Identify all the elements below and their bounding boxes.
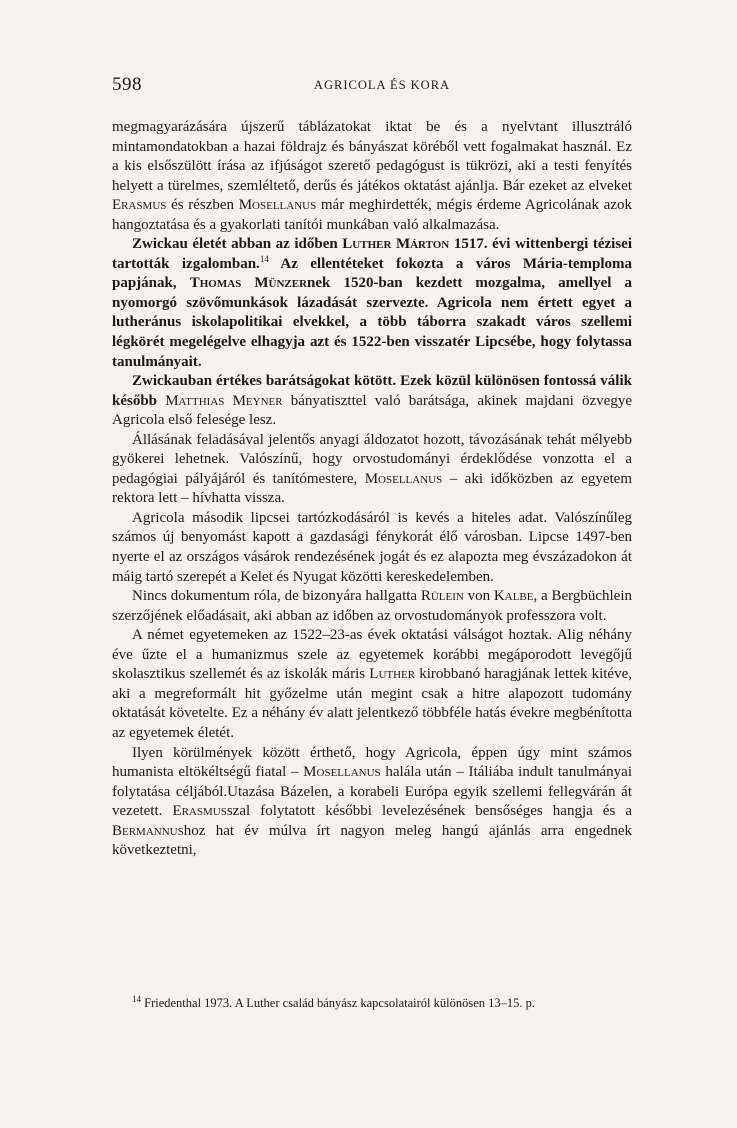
name-kalbe: Kalbe [493, 588, 534, 605]
paragraph-7 [112, 626, 632, 743]
name-matthias-meyner: Matthias Meyner [165, 392, 283, 409]
body-text [112, 118, 632, 861]
text-run: Zwickau életét abban az időben [132, 236, 343, 253]
text-run: Ilyen körülmények között érthető, hogy Agricola, éppen úgy mint számos humanista eltökéltségű fiatal – [112, 744, 632, 781]
text-run: Nincs dokumentum róla, de bizonyára hallgatta [132, 588, 421, 605]
footnote-number: 14 [132, 993, 141, 1004]
text-run: Az ellentéteket fokozta a város Mária-temploma papjának, [112, 255, 632, 292]
paragraph-1 [112, 118, 632, 235]
footnote [112, 995, 632, 1011]
name-luther: Luther [369, 666, 416, 683]
text-run: már meghirdették, mégis érdeme Agricolának azok hangoztatása és a gyakorlati tanítói munkában való alkalmazása. [112, 197, 632, 233]
name-mosellanus: Mosellanus [303, 764, 381, 781]
text-run: megmagyarázására újszerű táblázatokat iktat be és a nyelvtant illusztráló mintamondatokban a hazai földrajz és bányászat köréből vett fogalmakat használ. Ez a kis elsőszülött írása az ifjúságot szerető pedagógust is tükrözi, aki a testi fenyítés helyett a türelmes, szemléltető, derűs és játékos oktatást ajánlja. Bár ezeket az elveket [112, 119, 632, 194]
paragraph-6 [112, 587, 632, 626]
name-bermannus: Bermannus [112, 822, 184, 839]
page-header [112, 74, 632, 94]
text-run: Agricola második lipcsei tartózkodásáról is kevés a hiteles adat. Valószínűleg számos új benyomást kapott a gazdasági fénykorát élő városban. Lipcse 1497-ben nyerte el az országos vásárok rendezésének jogát és ez alapozta meg évszázadokon át máig tartó szerepét a Kelet és Nyugat közötti kereskedelemben. [112, 509, 632, 585]
name-thomas-muenzer: Thomas Münzer [189, 275, 308, 292]
text-run: 1517. évi wittenbergi tézisei tartották izgalomban. [112, 236, 633, 272]
name-mosellanus: Mosellanus [238, 197, 317, 214]
text-run: és részben [166, 197, 239, 214]
paragraph-3 [112, 372, 632, 431]
name-erasmus: Erasmus [172, 803, 227, 820]
text-run: Állásának feladásával jelentős anyagi áldozatot hozott, távozásának tehát mélyebb gyökerei lehetnek. Valószínű, hogy orvostudományi érdeklődése vonzotta el a pedagógiai pályájáról és tanítómestere, [112, 431, 632, 487]
paragraph-5 [112, 509, 632, 587]
text-run: von [463, 588, 494, 605]
name-erasmus: Erasmus [112, 197, 167, 214]
paragraph-2 [112, 235, 632, 372]
name-luther-marton: Luther Márton [342, 236, 450, 253]
text-run: hoz hat év múlva írt nagyon meleg hangú ajánlás arra engednek következtetni, [112, 822, 632, 859]
text-run: nek 1520-ban kezdett mozgalma, amellyel a nyomorgó szövőmunkások lázadását szervezte. Agricola nem értett egyet a lutheránus iskolapolitikai elvekkel, a több táborra szakadt város szellemi légkörét megelégelve elhagyja azt és 1522-ben visszatér Lipcsébe, hogy folytassa tanulmányait. [112, 275, 632, 370]
text-run: A német egyetemeken az 1522–23-as évek oktatási válságot hoztak. Alig néhány éve űzte el a humanizmus szele az egyetemek korábbi megáporodott levegőjű skolasztikus szellemét és az iskolák máris [112, 627, 632, 683]
text-run: halála után – Itáliába indult tanulmányai folytatása céljából.Utazása Bázelen, a korabeli Európa egyik szellemi fellegvárán át vezetett. [112, 764, 633, 820]
page-number: 598 [112, 74, 142, 95]
text-run: , a Bergbüchlein szerzőjének előadásait, aki abban az időben az orvostudományok professzora volt. [112, 588, 632, 624]
text-run: bányatiszttel való barátsága, akinek majdani özvegye Agricola első felesége lesz. [112, 392, 632, 429]
paragraph-8 [112, 744, 632, 861]
footnote-text: Friedenthal 1973. A Luther család bányász kapcsolatairól különösen 13–15. p. [141, 996, 536, 1010]
name-mosellanus: Mosellanus [364, 470, 443, 487]
name-rulein: Rülein [420, 588, 464, 605]
paragraph-4 [112, 431, 632, 509]
text-run: szal folytatott későbbi levelezésének bensőséges hangja és a [226, 803, 633, 820]
footnote-reference: 14 [259, 253, 269, 264]
text-run: – aki időközben az egyetem rektora lett – hívhatta vissza. [112, 470, 632, 507]
text-run: Zwickauban értékes barátságokat kötött. Ezek közül különösen fontossá válik később [112, 373, 632, 409]
running-head: AGRICOLA ÉS KORA [313, 78, 451, 92]
text-run: kirobbanó haragjának lettek kitéve, aki a megreformált hit győzelme után megint csak a hitre alapozott tudomány oktatását követelte. Ez a néhány év alatt jelentkező többféle hatás évekre megbénította az egyetemek életét. [112, 666, 632, 741]
